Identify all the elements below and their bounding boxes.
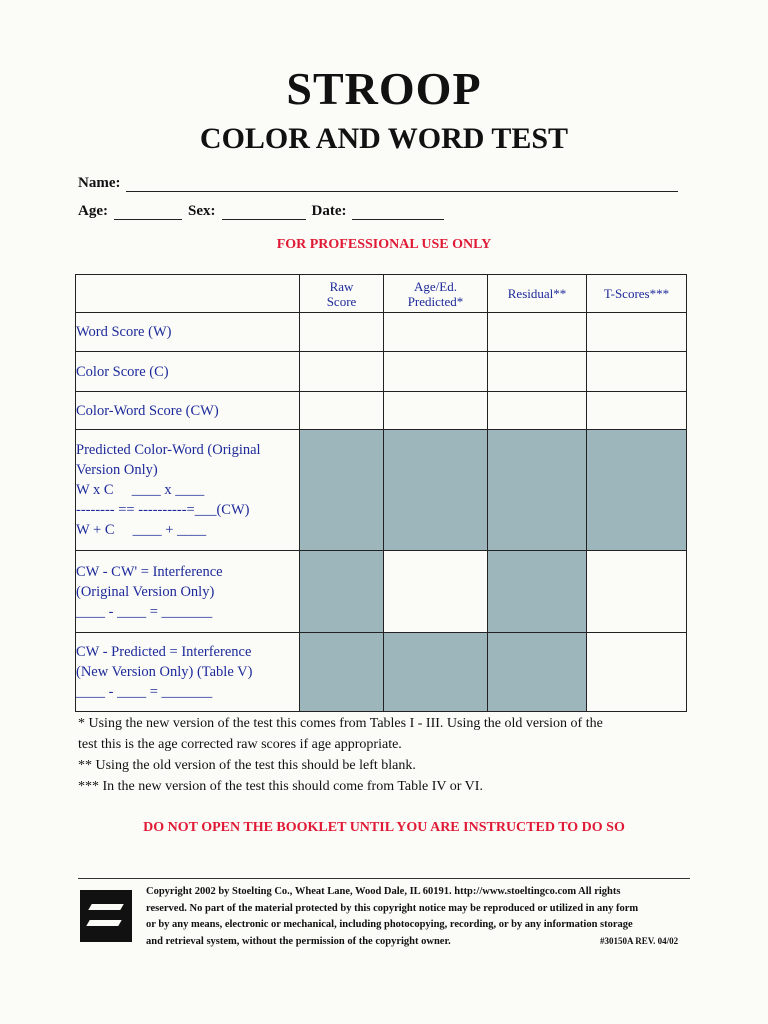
table-row — [76, 352, 687, 392]
table-row — [76, 313, 687, 352]
cell-input[interactable] — [488, 392, 587, 430]
row-label-color-score: Color Score (C) — [76, 352, 300, 392]
row-label-predicted-color-word: Predicted Color-Word (Original Version Only) W x C ____ x ____ -------- == ----------=___(CW) W + C ____ + ____ — [76, 430, 300, 551]
cell-input[interactable] — [587, 352, 687, 392]
cell-input[interactable] — [384, 551, 488, 633]
cell-input[interactable] — [587, 313, 687, 352]
shaded-cell — [300, 430, 384, 551]
age-label: Age: — [78, 203, 108, 219]
row-label-word-score: Word Score (W) — [76, 313, 300, 352]
col-age-ed-predicted: Age/Ed. Predicted* — [384, 275, 488, 313]
table-row — [76, 633, 687, 712]
table-row — [76, 392, 687, 430]
sex-field[interactable] — [222, 205, 306, 220]
stoelting-logo-icon — [80, 890, 132, 942]
col-residual: Residual** — [488, 275, 587, 313]
shaded-cell — [384, 633, 488, 712]
row-label-color-word-score: Color-Word Score (CW) — [76, 392, 300, 430]
cell-input[interactable] — [384, 313, 488, 352]
name-field[interactable] — [126, 177, 678, 192]
copyright-notice: Copyright 2002 by Stoelting Co., Wheat Lane, Wood Dale, IL 60191. http://www.stoeltingco.com All rights reserved. No part of the material protected by this copyright notice may be reproduced or utilized in any form or by any means, electronic or mechanical, including photocopying, recording, or by any information storage and retrieval system, without the permission of the copyright owner. — [146, 886, 639, 947]
row-label-predicted-interference: CW - Predicted = Interference (New Version Only) (Table V) ____ - ____ = _______ — [76, 633, 300, 712]
corner-cell — [76, 275, 300, 313]
cell-input[interactable] — [488, 313, 587, 352]
row-label-cw-interference: CW - CW' = Interference (Original Version Only) ____ - ____ = _______ — [76, 551, 300, 633]
footer-divider — [78, 878, 690, 879]
footnote-1-cont: test this is the age corrected raw scores if age appropriate. — [78, 737, 402, 752]
sex-label: Sex: — [188, 203, 216, 219]
professional-use-notice: FOR PROFESSIONAL USE ONLY — [276, 237, 492, 252]
booklet-warning: DO NOT OPEN THE BOOKLET UNTIL YOU ARE INSTRUCTED TO DO SO — [143, 820, 625, 835]
page-title: STROOP — [286, 63, 482, 114]
cell-input[interactable] — [587, 633, 687, 712]
footnote-2: ** Using the old version of the test this should be left blank. — [78, 758, 416, 773]
table-row — [76, 430, 687, 551]
shaded-cell — [587, 430, 687, 551]
date-label: Date: — [311, 203, 347, 219]
footnote-3: *** In the new version of the test this should come from Table IV or VI. — [78, 779, 483, 794]
cell-input[interactable] — [587, 392, 687, 430]
name-field-row — [78, 175, 684, 192]
table-header-row — [76, 275, 687, 313]
cell-input[interactable] — [300, 392, 384, 430]
table-row — [76, 551, 687, 633]
score-table — [75, 274, 687, 712]
cell-input[interactable] — [587, 551, 687, 633]
cell-input[interactable] — [300, 313, 384, 352]
shaded-cell — [384, 430, 488, 551]
shaded-cell — [488, 551, 587, 633]
cell-input[interactable] — [384, 392, 488, 430]
form-code: #30150A REV. 04/02 — [600, 936, 679, 946]
cell-input[interactable] — [488, 352, 587, 392]
shaded-cell — [488, 430, 587, 551]
cell-input[interactable] — [384, 352, 488, 392]
footnote-1: * Using the new version of the test this comes from Tables I - III. Using the old version of the — [78, 716, 603, 731]
shaded-cell — [488, 633, 587, 712]
date-field[interactable] — [352, 205, 444, 220]
age-sex-date-row — [78, 203, 450, 220]
age-field[interactable] — [114, 205, 182, 220]
cell-input[interactable] — [300, 352, 384, 392]
footnotes — [78, 713, 693, 797]
name-label: Name: — [78, 175, 121, 191]
col-t-scores: T-Scores*** — [587, 275, 687, 313]
page-subtitle: COLOR AND WORD TEST — [199, 122, 569, 155]
col-raw-score: Raw Score — [300, 275, 384, 313]
shaded-cell — [300, 633, 384, 712]
shaded-cell — [300, 551, 384, 633]
